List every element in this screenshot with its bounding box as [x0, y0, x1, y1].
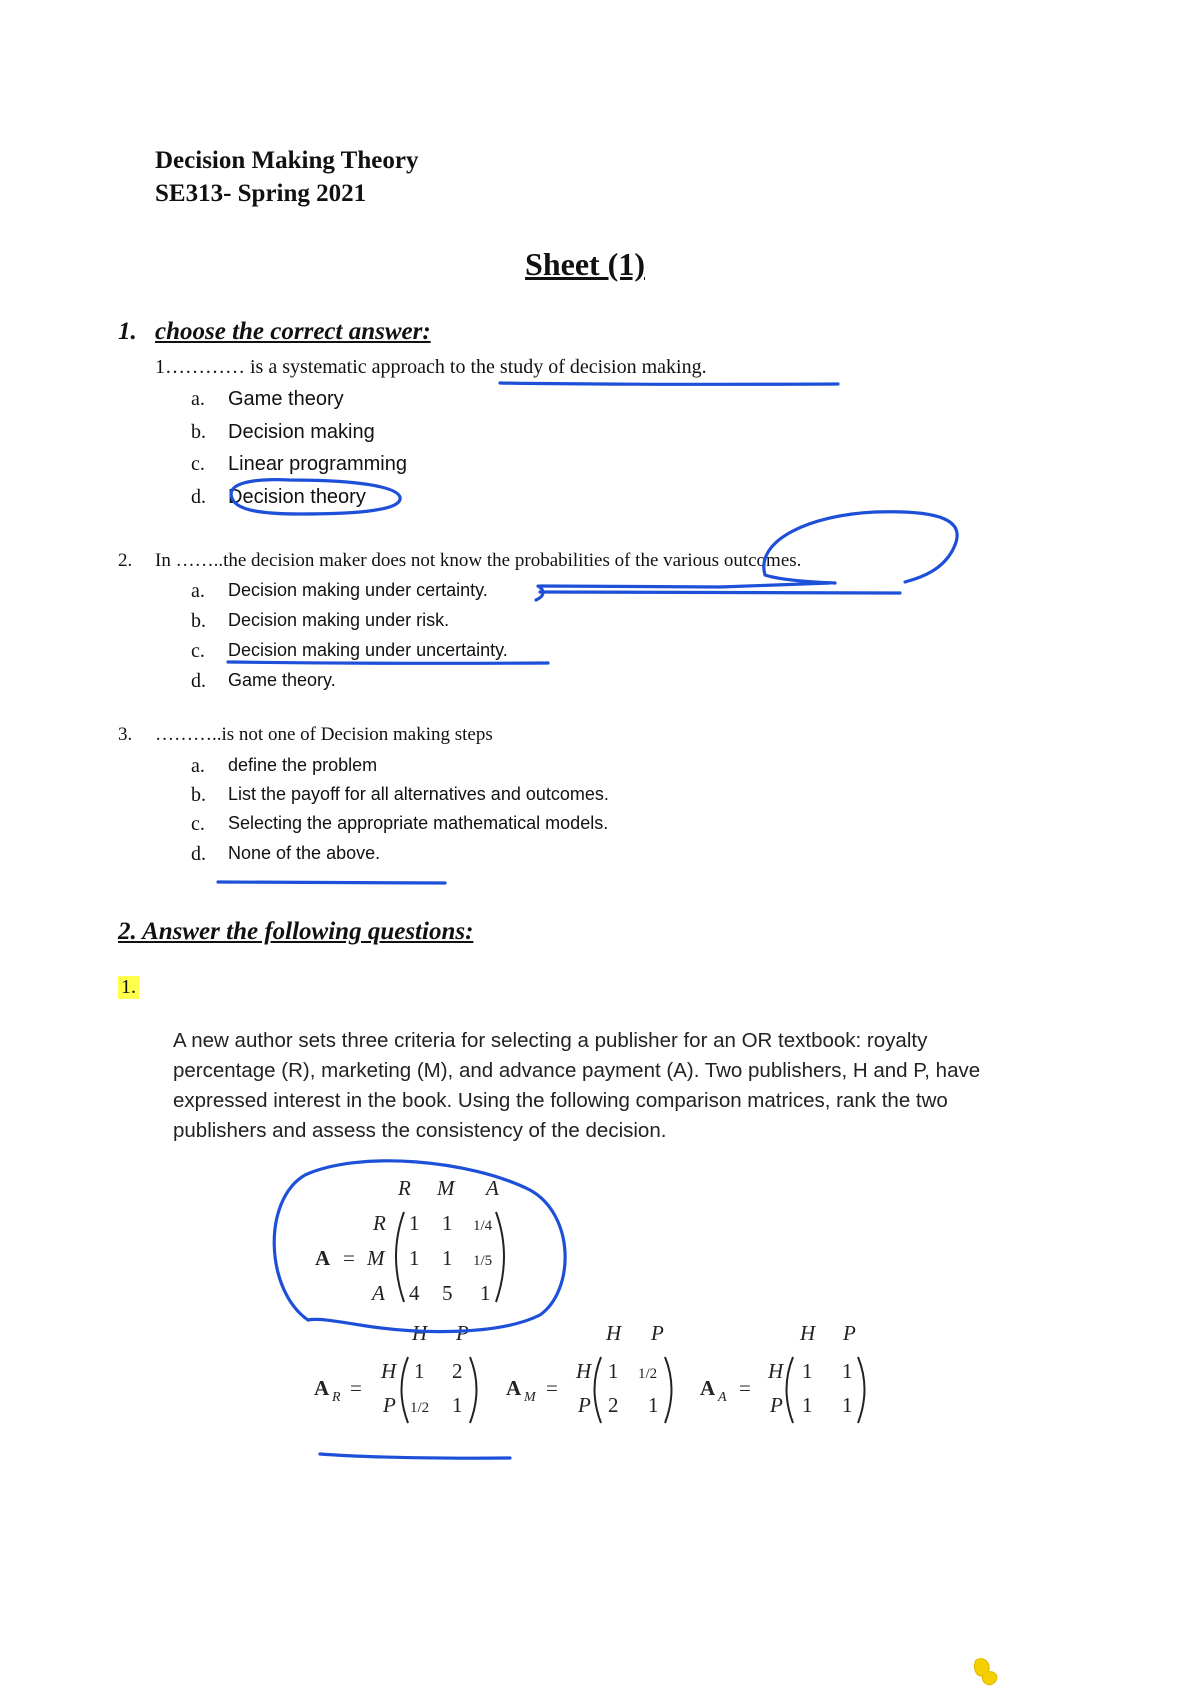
matrix-aa-subscript: A: [718, 1390, 727, 1405]
q1-option-a: Game theory: [228, 388, 344, 410]
matrix-ar-subscript: R: [332, 1390, 341, 1405]
matrix-am-row-label: H: [576, 1359, 592, 1383]
matrix-ar-col-label: H: [412, 1321, 428, 1345]
matrix-aa-row-label: H: [768, 1359, 784, 1383]
q2-option-c-letter: c.: [191, 640, 205, 662]
matrix-a-cell: 1/4: [473, 1218, 493, 1234]
q3-option-b-letter: b.: [191, 784, 206, 806]
matrix-a-row-label: M: [367, 1246, 385, 1270]
q1-option-d: Decision theory: [228, 486, 366, 508]
q2-option-d: Game theory.: [228, 670, 336, 690]
question-1-text: 1………… is a systematic approach to the study of decision making.: [155, 356, 707, 378]
equals-sign: =: [546, 1376, 558, 1400]
matrix-a-cell: 1: [442, 1211, 453, 1235]
sheet-title: Sheet (1): [525, 246, 645, 282]
q3-option-a-letter: a.: [191, 755, 205, 777]
sub-question-number: 1.: [118, 976, 139, 999]
problem-line: publishers and assess the consistency of the decision.: [173, 1119, 667, 1142]
matrix-aa-cell: 1: [802, 1359, 813, 1383]
ink-annotations: [218, 383, 957, 1458]
problem-line: percentage (R), marketing (M), and advance payment (A). Two publishers, H and P, have: [173, 1059, 981, 1082]
matrix-a-row-label: R: [373, 1211, 386, 1235]
matrix-am-col-label: P: [651, 1321, 664, 1345]
q3-option-d-letter: d.: [191, 843, 206, 865]
matrix-am-right-paren: [665, 1357, 672, 1423]
matrix-a-col-label: M: [437, 1176, 455, 1200]
matrix-ar-cell: 1/2: [410, 1400, 430, 1416]
q2-option-b: Decision making under risk.: [228, 610, 450, 630]
matrix-ar-cell: 1: [452, 1393, 463, 1417]
matrix-am-name: A: [506, 1376, 522, 1400]
matrix-a-cell: 4: [409, 1281, 420, 1305]
ink-arc-q2: [720, 583, 830, 587]
matrix-a-col-label: R: [398, 1176, 411, 1200]
matrix-am-row-label: P: [578, 1393, 591, 1417]
matrix-a: [315, 1176, 504, 1305]
q3-option-b: List the payoff for all alternatives and outcomes.: [228, 784, 609, 804]
course-title: Decision Making Theory: [155, 147, 419, 174]
matrix-ar-row-label: H: [381, 1359, 397, 1383]
question-2-text: In ……..the decision maker does not know the probabilities of the various outcomes.: [155, 550, 802, 571]
question-2-number: 2.: [118, 550, 133, 571]
matrix-a-cell: 1: [442, 1246, 453, 1270]
matrix-am-left-paren: [595, 1357, 602, 1423]
matrix-ar-col-label: P: [456, 1321, 469, 1345]
matrix-aa-cell: 1: [842, 1359, 853, 1383]
matrix-ar: [314, 1321, 477, 1423]
matrix-ar-row-label: P: [383, 1393, 396, 1417]
matrix-ar-name: A: [314, 1376, 330, 1400]
q2-option-a-letter: a.: [191, 580, 205, 602]
matrix-aa-row-label: P: [770, 1393, 783, 1417]
matrix-a-left-paren: [396, 1212, 404, 1302]
question-3-text: ………..is not one of Decision making steps: [155, 724, 493, 745]
matrix-ar-cell: 2: [452, 1359, 463, 1383]
matrix-am-col-label: H: [606, 1321, 622, 1345]
q2-option-c: Decision making under uncertainty.: [228, 640, 508, 660]
q2-option-a: Decision making under certainty.: [228, 580, 488, 600]
ink-underline-uncertainty: [228, 662, 548, 663]
matrix-am-subscript: M: [524, 1390, 536, 1405]
q3-option-d: None of the above.: [228, 843, 381, 863]
section1-number: 1.: [118, 318, 137, 345]
matrix-a-cell: 1/5: [473, 1253, 493, 1269]
section2-title: 2. Answer the following questions:: [118, 918, 474, 945]
q3-option-c-letter: c.: [191, 813, 205, 835]
matrix-am-cell: 1: [648, 1393, 659, 1417]
problem-line: A new author sets three criteria for selecting a publisher for an OR textbook: royalty: [173, 1029, 928, 1052]
matrix-aa: [700, 1321, 865, 1423]
matrix-a-row-label: A: [372, 1281, 385, 1305]
matrix-a-cell: 1: [480, 1281, 491, 1305]
matrix-aa-left-paren: [787, 1357, 794, 1423]
equals-sign: =: [739, 1376, 751, 1400]
matrix-aa-cell: 1: [802, 1393, 813, 1417]
ink-underline-ar: [320, 1454, 510, 1458]
q2-option-b-letter: b.: [191, 610, 206, 632]
ink-underline-q2: [540, 586, 720, 587]
corner-pen-mark: [974, 1659, 996, 1685]
ink-circle-various: [764, 512, 957, 583]
question-3-number: 3.: [118, 724, 133, 745]
ink-underline-q1: [500, 383, 838, 384]
matrix-a-cell: 1: [409, 1246, 420, 1270]
equals-sign: =: [350, 1376, 362, 1400]
problem-line: expressed interest in the book. Using the following comparison matrices, rank the two: [173, 1089, 948, 1112]
matrix-am-cell: 1: [608, 1359, 619, 1383]
matrix-ar-left-paren: [402, 1357, 409, 1423]
q1-option-c-letter: c.: [191, 453, 205, 475]
matrix-aa-cell: 1: [842, 1393, 853, 1417]
ink-underline-certainty-line: [540, 592, 900, 593]
q3-option-a: define the problem: [228, 755, 378, 775]
matrix-aa-right-paren: [858, 1357, 865, 1423]
q3-option-c: Selecting the appropriate mathematical models.: [228, 813, 609, 833]
matrix-aa-col-label: H: [800, 1321, 816, 1345]
matrix-am-cell: 2: [608, 1393, 619, 1417]
matrix-am: [506, 1321, 672, 1423]
ink-circle-decision-theory: [231, 480, 400, 514]
q1-option-b-letter: b.: [191, 421, 206, 443]
ink-underline-none: [218, 882, 445, 883]
matrix-am-cell: 1/2: [638, 1366, 658, 1382]
section1-title: choose the correct answer:: [155, 318, 431, 345]
matrix-a-cell: 1: [409, 1211, 420, 1235]
q1-option-a-letter: a.: [191, 388, 205, 410]
matrix-a-cell: 5: [442, 1281, 453, 1305]
q1-option-c: Linear programming: [228, 453, 407, 475]
course-code: SE313- Spring 2021: [155, 180, 367, 207]
matrix-ar-right-paren: [470, 1357, 477, 1423]
matrix-a-col-label: A: [486, 1176, 499, 1200]
q1-option-b: Decision making: [228, 421, 375, 443]
equals-sign: =: [343, 1246, 355, 1270]
matrix-aa-name: A: [700, 1376, 716, 1400]
matrix-a-name: A: [315, 1246, 331, 1270]
matrix-ar-cell: 1: [414, 1359, 425, 1383]
matrix-a-right-paren: [496, 1212, 504, 1302]
q1-option-d-letter: d.: [191, 486, 206, 508]
matrix-aa-col-label: P: [843, 1321, 856, 1345]
q2-option-d-letter: d.: [191, 670, 206, 692]
